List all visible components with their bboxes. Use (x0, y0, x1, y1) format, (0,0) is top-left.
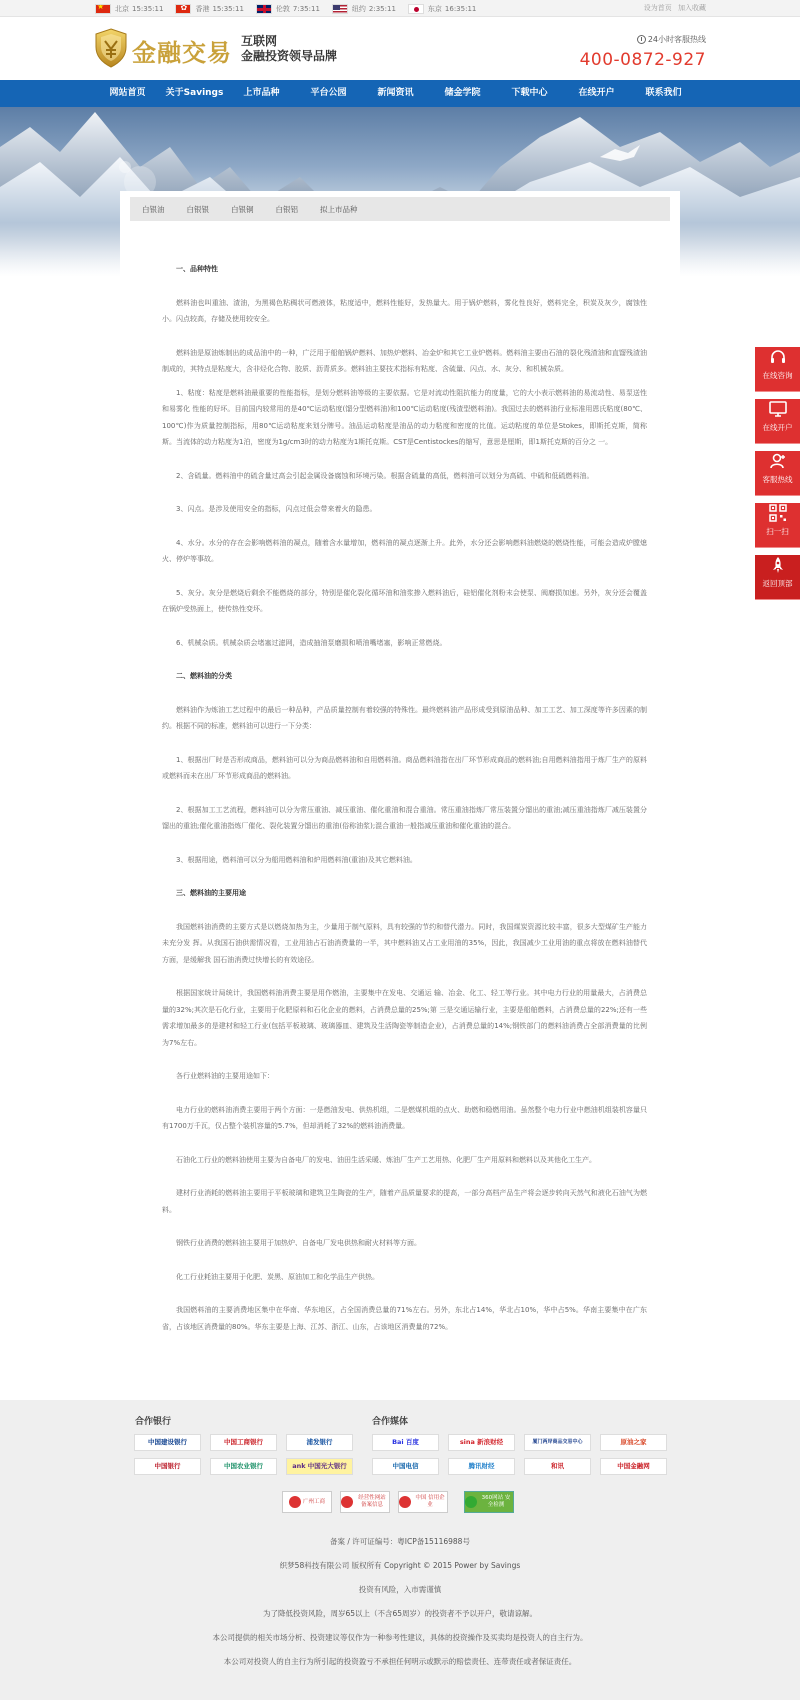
media-logo-sina[interactable]: sina 新浪财经 (448, 1434, 515, 1451)
nav-item[interactable]: 平台公园 (310, 88, 347, 98)
banks-title: 合作银行 (135, 1417, 172, 1427)
article-paragraph: 建材行业消耗的燃料油主要用于平板玻璃和建筑卫生陶瓷的生产，随着产品质量要求的提高，一部分高档产品生产将会逐步转向天然气和液化石油气为燃料。 (162, 1189, 647, 1214)
nav-item[interactable]: 关于Savings (165, 88, 224, 98)
article-paragraph: 1、根据出厂时是否形成商品，燃料油可以分为商品燃料油和自用燃料油。商品燃料油指在出厂环节形成商品的燃料油;自用燃料油指用于炼厂生产的原料或燃料而未在出厂环节形成商品的燃料油。 (162, 755, 647, 780)
nav-item[interactable]: 上市品种 (243, 88, 280, 98)
article-paragraph: 3、闪点。是涉及使用安全的指标，闪点过低会带来着火的隐患。 (176, 505, 377, 513)
nav-item[interactable]: 在线开户 (578, 88, 615, 98)
section-heading: 三、燃料油的主要用途 (176, 889, 246, 897)
article-paragraph: 5、灰分。灰分是燃烧后剩余不能燃烧的部分，特别是催化裂化循环油和油浆掺入燃料油后，硅铝催化剂粉末会使泵、阀磨损加速。另外，灰分还会覆盖在锅炉受热面上，使传热性变坏。 (162, 588, 647, 613)
emblem-icon (289, 1496, 301, 1508)
subnav-item[interactable]: 白银铝 (275, 204, 298, 214)
article-paragraph: 各行业燃料油的主要用途如下： (176, 1072, 274, 1080)
clock-city: 香港 (195, 4, 210, 13)
footer-risk: 投资有风险，入市需谨慎 (358, 1585, 442, 1594)
set-homepage-link[interactable]: 设为首页 (643, 4, 672, 12)
world-clock (95, 4, 163, 14)
article-paragraph: 2、含硫量。燃料油中的硫含量过高会引起金属设备腐蚀和环境污染。根据含硫量的高低，燃料油可以划分为高硫、中硫和低硫燃料油。 (176, 471, 594, 480)
subnav-item[interactable]: 白银铜 (231, 204, 254, 214)
slogan-line-2: 金融投资领导品牌 (241, 49, 338, 63)
slogan-line-1: 互联网 (241, 34, 278, 48)
media-logo-china-telecom[interactable]: 中国电信 (372, 1458, 439, 1475)
subnav-item[interactable]: 拟上市品种 (320, 204, 358, 214)
side-scan-qrcode-label: 扫一扫 (766, 527, 789, 536)
sub-nav (130, 197, 670, 221)
article-paragraph: 燃料油也叫重油、渣油，为黑褐色粘稠状可燃液体，粘度适中，燃料性能好，发热量大。用于锅炉燃料，雾化性良好，燃料完全，积炭及灰少，腐蚀性小。闪点较高，存储及使用较安全。 (162, 298, 647, 323)
bank-logo-ccb[interactable]: 中国建设银行 (134, 1434, 201, 1451)
flag-jp-icon (408, 4, 424, 14)
article-paragraph: 钢铁行业消费的燃料油主要用于加热炉、自备电厂发电供热和耐火材料等方面。 (176, 1239, 421, 1247)
flag-hk-icon (175, 4, 191, 14)
top-bar (0, 0, 800, 17)
section-heading: 一、品种特性 (176, 265, 218, 273)
hotline (580, 34, 706, 70)
header (0, 17, 800, 80)
clock-city: 伦敦 (275, 4, 290, 13)
clock-city: 东京 (427, 4, 442, 13)
user-icon (768, 451, 788, 471)
nav-item[interactable]: 储金学院 (444, 88, 481, 98)
world-clock (175, 4, 243, 14)
article-paragraph: 3、根据用途，燃料油可以分为船用燃料油和炉用燃料油(重油)及其它燃料油。 (176, 855, 417, 864)
badge-website-record[interactable]: 经营性网站 备案信息 (340, 1491, 390, 1513)
bank-logo-spdb[interactable]: 浦发银行 (286, 1434, 353, 1451)
clock-time: 15:35:11 (212, 4, 244, 13)
footer-notice-2: 本公司提供的相关市场分析、投资建议等仅作为一种参考性建议，具体的投资操作及买卖均是投资人的自主行为。 (212, 1633, 588, 1642)
article-paragraph: 石油化工行业的燃料油使用主要为自备电厂的发电、油田生活采暖、炼油厂生产工艺用热、化肥厂生产用原料和燃料以及其他化工生产。 (176, 1155, 596, 1164)
section-heading: 二、燃料油的分类 (176, 672, 232, 680)
clock-city: 北京 (115, 4, 129, 13)
side-back-to-top[interactable] (755, 555, 800, 600)
badge-gz-business[interactable]: 广州工商 (282, 1491, 332, 1513)
subnav-item[interactable]: 白银油 (142, 204, 165, 214)
article-paragraph: 电力行业的燃料油消费主要用于两个方面：一是燃油发电、供热机组，二是燃煤机组的点火、助燃和稳燃用油。虽然整个电力行业中燃油机组装机容量只有1700万千瓦，仅占整个装机容量的5.7%，但却消耗了32%的燃料油消费量。 (162, 1105, 647, 1130)
nav-list (94, 80, 697, 107)
emblem-icon (341, 1496, 353, 1508)
clock-time: 2:35:11 (368, 4, 396, 13)
article-paragraph: 6、机械杂质。机械杂质会堵塞过滤网，造成抽油泵磨损和喷油嘴堵塞，影响正常燃烧。 (176, 638, 447, 647)
rocket-icon (768, 555, 788, 575)
nav-item[interactable]: 网站首页 (109, 88, 146, 98)
hotline-number: 400-0872-927 (579, 50, 706, 70)
article-paragraph: 燃料油是原油炼制出的成品油中的一种，广泛用于船舶锅炉燃料、加热炉燃料、冶金炉和其它工业炉燃料。燃料油主要由石油的裂化残渣油和直馏残渣油制成的，其特点是粘度大，含非烃化合物、胶质、沥青质多。燃料油主要技术指标有粘度、含硫量、闪点、水、灰分、和机械杂质。 (162, 348, 647, 373)
article-paragraph: 根据国家统计局统计，我国燃料油消费主要是用作燃油，主要集中在发电、交通运 输、冶金、化工、轻工等行业。其中电力行业的用量最大，占消费总量的32%;其次是石化行业，主要用于化肥原料和石化企业的燃料，占消费总量的25%;第 三是交通运输行业，主要是船舶燃料，占消费总量的22%;还有一些需求增加最多的是建材和轻工行业(包括平板玻璃、玻璃器皿、建筑及生活陶瓷等制造企业)，占消费总量的14%;钢铁部门的燃料油消费占全部消费量的比例为7%左右。 (162, 989, 647, 1047)
bank-logo-ceb[interactable]: ank 中国光大银行 (286, 1458, 353, 1475)
flag-us-icon (332, 4, 348, 14)
slogan (241, 34, 337, 64)
side-back-to-top-label: 返回顶部 (762, 579, 793, 588)
footer (0, 1400, 800, 1700)
clock-time: 7:35:11 (292, 4, 320, 13)
headset-icon (768, 347, 788, 367)
bank-logo-abc[interactable]: 中国农业银行 (210, 1458, 277, 1475)
add-favorite-link[interactable]: 加入收藏 (678, 4, 706, 12)
side-service-hotline[interactable] (755, 451, 800, 496)
footer-copyright: 织梦58科技有限公司 版权所有 Copyright © 2015 Power by Savings (279, 1561, 521, 1570)
shield-logo-icon[interactable] (94, 28, 128, 68)
article-paragraph: 4、水分。水分的存在会影响燃料油的凝点，随着含水量增加，燃料油的凝点逐渐上升。此外，水分还会影响燃料油燃烧的燃烧性能，可能会造成炉膛熄火、停炉等事故。 (162, 538, 647, 563)
footer-icp: 备案 / 许可证编号：粤ICP备15116988号 (330, 1537, 470, 1546)
media-title: 合作媒体 (372, 1417, 409, 1427)
flag-uk-icon (256, 4, 272, 14)
media-logo-hexun[interactable]: 和讯 (524, 1458, 591, 1475)
world-clock (256, 4, 320, 14)
nav-item[interactable]: 新闻资讯 (377, 88, 414, 98)
side-open-account-label: 在线开户 (762, 423, 793, 432)
media-logo-china-finance[interactable]: 中国金融网 (600, 1458, 667, 1475)
main-nav (0, 80, 800, 107)
side-service-bar (755, 340, 800, 600)
side-online-consult-label: 在线咨询 (762, 371, 793, 380)
article-paragraph: 我国燃料油消费的主要方式是以燃烧加热为主，少量用于制气原料，具有较强的节约和替代潜力。同时，我国煤炭资源比较丰富，很多大型煤矿生产能力未充分发 挥。从我国石油供需情况看，工业用油占石油消费量的一半，其中燃料油又占工业用油的35%，因此，我国减少工业用油的重点将放在燃料油替代方面，是缓解我 国石油消费过快增长的有效途径。 (162, 922, 647, 964)
clock-city: 纽约 (351, 4, 366, 13)
footer-notice-1: 为了降低投资风险，周岁65以上（不含65周岁）的投资者不予以开户，敬请谅解。 (262, 1609, 538, 1618)
logo-text[interactable]: 金融交易 (132, 38, 232, 67)
article-paragraph: 化工行业耗油主要用于化肥、炭黑、原油加工和化学品生产供热。 (176, 1272, 379, 1281)
bank-logo-boc[interactable]: 中国银行 (134, 1458, 201, 1475)
media-logo-tencent-finance[interactable]: 腾讯财经 (448, 1458, 515, 1475)
hotline-label: 24小时客服热线 (647, 35, 706, 44)
media-logo-baidu[interactable]: Bai 百度 (372, 1434, 439, 1451)
side-scan-qrcode[interactable] (755, 503, 800, 548)
world-clock (408, 4, 476, 14)
top-links (640, 3, 706, 13)
monitor-icon (768, 399, 788, 419)
footer-notice-3: 本公司对投资人的自主行为所引起的投资盈亏不承担任何明示或默示的赔偿责任、连带责任或者保证责任。 (223, 1657, 577, 1666)
qrcode-icon (768, 503, 788, 523)
flag-cn-icon (95, 4, 111, 14)
badge-360-security[interactable]: 360网站 安全检测 (464, 1491, 514, 1513)
emblem-icon (399, 1496, 411, 1508)
world-clock (332, 4, 396, 14)
content-panel (120, 191, 680, 1370)
side-service-hotline-label: 客服热线 (762, 475, 793, 484)
article (162, 261, 647, 1352)
clock-icon (637, 35, 646, 44)
bank-logo-icbc[interactable]: 中国工商银行 (210, 1434, 277, 1451)
media-logo-oil-home[interactable]: 原油之家 (600, 1434, 667, 1451)
world-clocks (95, 2, 488, 15)
media-logo-xiamen-exchange[interactable]: 厦门两岸商品交易中心 (524, 1434, 591, 1451)
article-paragraph: 1、粘度：粘度是燃料油最重要的性能指标，是划分燃料油等级的主要依据。它是对流动性阻抗能力的度量，它的大小表示燃料油的易流动性、易泵送性和易雾化 性能的好坏。目前国内较常用的是40℃运动粘度(馏分型燃料油)和100℃运动粘度(残渣型燃料油)。我国过去的燃料油行业标准用恩氏粘度(80℃、100℃)作为质量控制指标，用80℃运动粘度来划分牌号。油品运动粘度是油品的动力粘度和密度的比值。运动粘度的单位是Stokes，即斯托克斯，简称 斯。当流体的动力粘度为1泊，密度为1g/cm3时的动力粘度为1斯托克斯。CST是Centistockes的缩写，意思是厘斯，即1斯托克斯的百分之 一。 (162, 388, 647, 446)
side-online-consult[interactable] (755, 347, 800, 392)
article-paragraph: 燃料油作为炼油工艺过程中的最后一种品种，产品质量控制有着较强的特殊性。最终燃料油产品形成受到原油品种、加工工艺、加工深度等许多因素的制约。根据不同的标准，燃料油可以进行一下分类： (162, 705, 647, 730)
subnav-item[interactable]: 白银银 (186, 204, 209, 214)
clock-time: 16:35:11 (444, 4, 477, 13)
nav-item[interactable]: 下载中心 (511, 88, 548, 98)
badge-credit-company[interactable]: 中国 信用企业 (398, 1491, 448, 1513)
side-open-account[interactable] (755, 399, 800, 444)
article-paragraph: 我国燃料油的主要消费地区集中在华南、华东地区，占全国消费总量的71%左右。另外，东北占14%，华北占10%，华中占5%。华南主要集中在广东省，占该地区消费量的80%。华东主要是上海、江苏、浙江、山东，占该地区消费量的72%。 (162, 1306, 647, 1331)
check-icon (465, 1496, 477, 1508)
clock-time: 15:35:11 (132, 4, 164, 13)
article-paragraph: 2、根据加工工艺流程，燃料油可以分为常压重油、减压重油、催化重油和混合重油。常压重油指炼厂常压装置分馏出的重油;减压重油指炼厂减压装置分馏出的重油;催化重油指炼厂催化、裂化装置分馏出的重油(俗称油浆);混合重油一般指减压重油和催化重油的混合。 (162, 805, 647, 830)
nav-item[interactable]: 联系我们 (645, 88, 682, 98)
